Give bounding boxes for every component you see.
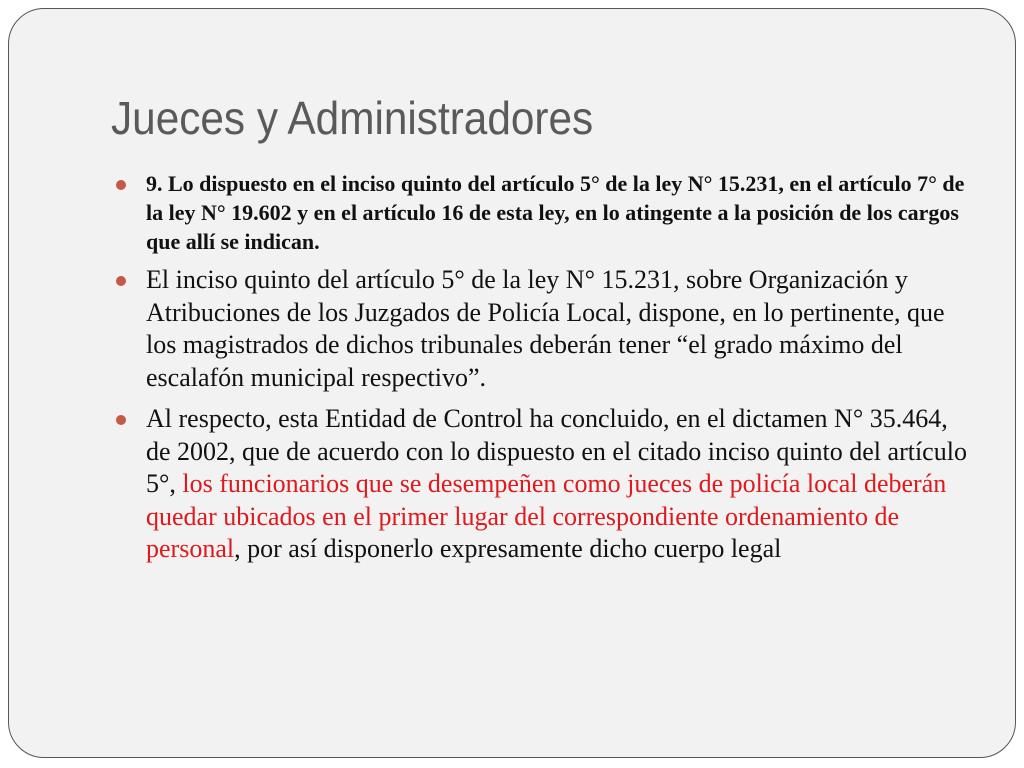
bullet-text: El inciso quinto del artículo 5° de la ley N° 15.231, sobre Organización y Atribuciones de los Juzgados de Policía Local, dispone, en lo pertinente, que los magistrados de dichos tribunales deberán tener “el grado máximo del escalafón municipal respectivo”.	[146, 265, 945, 392]
bullet-text-intro: Al respecto, esta Entidad de Control ha concluido, en el dictamen N° 35.464, de 2002, que de acuerdo con lo dispuesto en el citado inciso quinto del artículo 5°,	[146, 404, 967, 498]
highlighted-text: los funcionarios que se desempeñen como jueces de policía local deberán quedar ubicados en el primer lugar del correspondiente ordenamiento de personal	[146, 469, 947, 563]
bullet-item-2	[111, 264, 971, 394]
slide-title: Jueces y Administradores	[111, 92, 594, 144]
bullet-dot-icon	[116, 415, 126, 425]
bullet-text-outro: , por así disponerlo expresamente dicho cuerpo legal	[234, 534, 782, 563]
slide-content	[111, 169, 971, 566]
bullet-dot-icon	[116, 276, 126, 286]
bullet-item-1	[111, 169, 971, 256]
bullet-item-3	[111, 403, 971, 566]
bullet-text: 9. Lo dispuesto en el inciso quinto del artículo 5° de la ley N° 15.231, en el artículo 7° de la ley N° 19.602 y en el artículo 16 de esta ley, en lo atingente a la posición de los cargos que allí se indican.	[146, 171, 965, 254]
slide-frame	[8, 8, 1016, 758]
bullet-dot-icon	[116, 180, 126, 190]
